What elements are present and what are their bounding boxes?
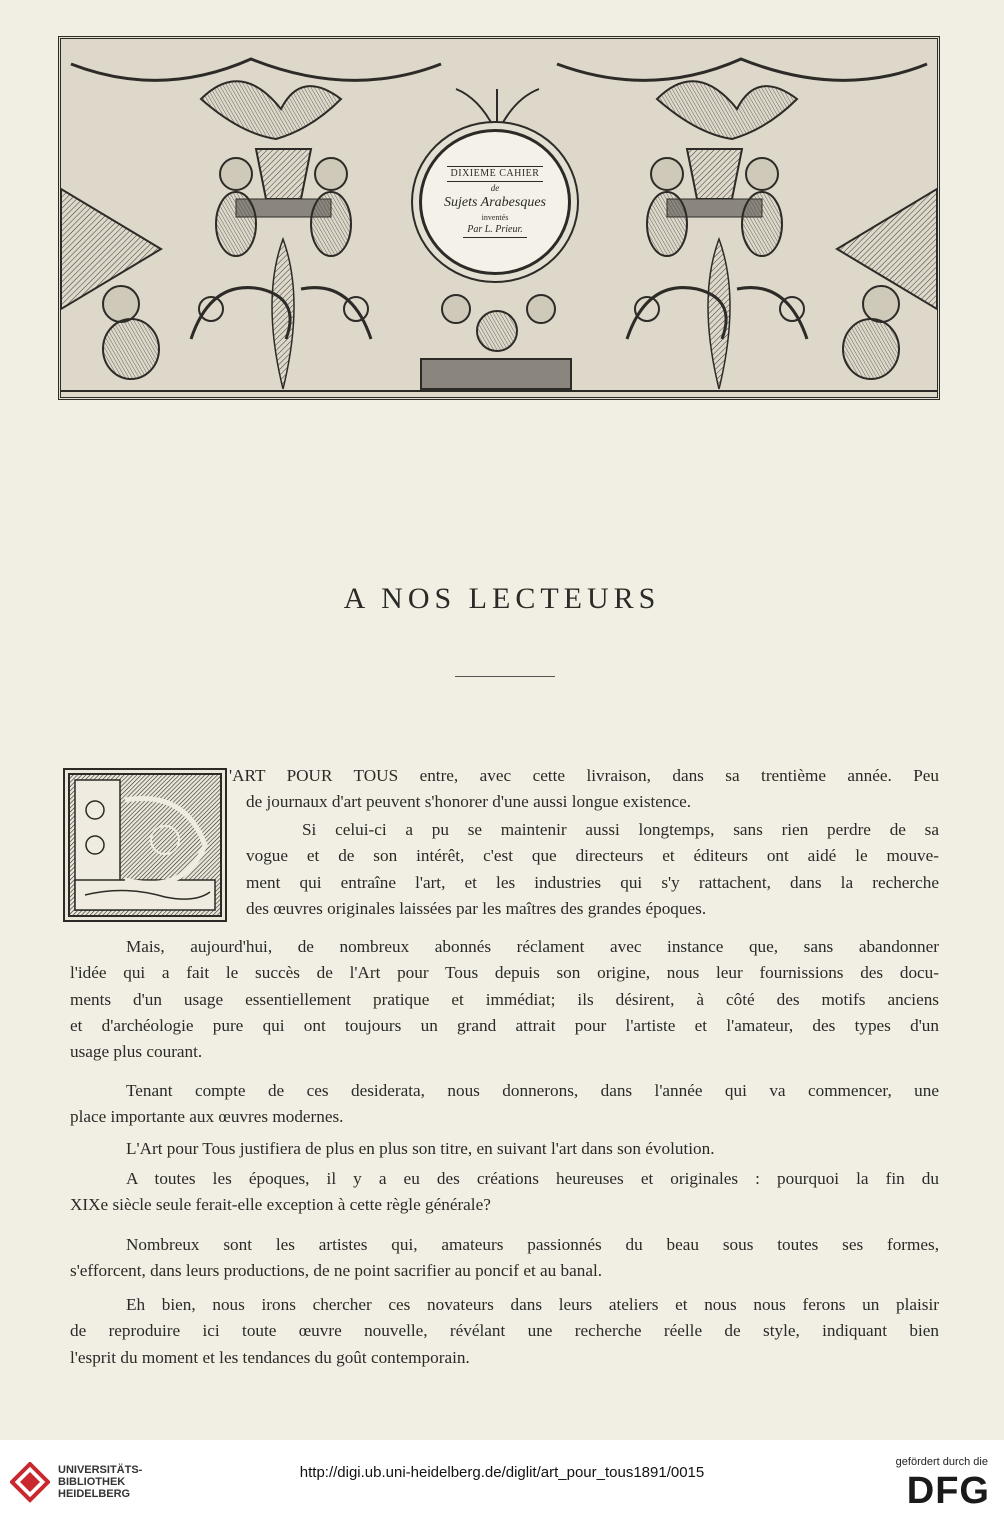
text-line: l'idée qui a fait le succès de l'Art pour Tous depuis son origine, nous leur fournissions des docu- <box>70 963 939 983</box>
sponsor-label: gefördert durch die <box>895 1456 988 1468</box>
text-line: Mais, aujourd'hui, de nombreux abonnés réclament avec instance que, sans abandonner <box>126 937 939 956</box>
title-medallion <box>419 129 571 275</box>
text-line: s'efforcent, dans leurs productions, de ne point sacrifier au poncif et au banal. <box>70 1261 603 1281</box>
drop-cap-letter-l-icon <box>65 770 225 920</box>
source-url-link[interactable]: http://digi.ub.uni-heidelberg.de/diglit/art_pour_tous1891/0015 <box>299 1464 705 1481</box>
text-line: Eh bien, nous irons chercher ces novateurs dans leurs ateliers et nous nous ferons un plaisir <box>126 1295 939 1314</box>
paragraph-8 <box>70 1292 939 1371</box>
title-divider <box>455 676 555 677</box>
text-line: et d'archéologie pure qui ont toujours un grand attrait pour l'artiste et l'amateur, des types d'un <box>70 1015 939 1035</box>
text-line: Si celui-ci a pu se maintenir aussi longtemps, sans rien perdre de sa <box>302 820 939 839</box>
library-name-line: BIBLIOTHEK <box>58 1476 126 1488</box>
paragraph-2 <box>246 817 939 922</box>
library-name-line: HEIDELBERG <box>58 1488 131 1500</box>
medallion-line-5: Par L. Prieur. <box>463 223 527 238</box>
text-line: l'esprit du moment et les tendances du goût contemporain. <box>70 1347 470 1367</box>
medallion-line-3: Sujets Arabesques <box>443 194 546 210</box>
ornamental-header-engraving <box>58 36 940 400</box>
dfg-logo[interactable]: DFG <box>906 1470 990 1512</box>
text-line: de journaux d'art peuvent s'honorer d'une aussi longue existence. <box>246 792 692 812</box>
text-line: ment qui entraîne l'art, et les industries qui s'y rattachent, dans la recherche <box>246 872 939 892</box>
medallion-line-2: de <box>490 182 500 193</box>
text-line: A toutes les époques, il y a eu des créations heureuses et originales : pourquoi la fin du <box>126 1169 939 1188</box>
paragraph-7 <box>70 1232 939 1285</box>
text-line: ments d'un usage essentiellement pratique et immédiat; ils désirent, à côté des motifs anciens <box>70 989 939 1009</box>
library-name-line: UNIVERSITÄTS- <box>58 1464 143 1476</box>
drop-cap-ornament <box>63 768 227 922</box>
paragraph-5 <box>70 1136 939 1162</box>
text-line: de reproduire ici toute œuvre nouvelle, révélant une recherche réelle de style, indiquant bien <box>70 1321 939 1341</box>
text-line: vogue et de son intérêt, c'est que directeurs et éditeurs ont aidé le mouve- <box>246 846 939 866</box>
text-line: Tenant compte de ces desiderata, nous donnerons, dans l'année qui va commencer, une <box>126 1081 939 1100</box>
text-line: usage plus courant. <box>70 1042 203 1062</box>
text-line: XIXe siècle seule ferait-elle exception à cette règle générale? <box>70 1195 491 1215</box>
paragraph-1 <box>229 763 939 816</box>
digitization-footer <box>0 1440 1004 1523</box>
medallion-line-4: inventés <box>481 212 509 222</box>
text-line: Nombreux sont les artistes qui, amateurs passionnés du beau sous toutes ses formes, <box>126 1235 939 1254</box>
paragraph-6 <box>70 1166 939 1219</box>
text-line: 'ART POUR TOUS entre, avec cette livraison, dans sa trentième année. Peu <box>229 766 939 785</box>
medallion-line-1: DIXIEME CAHIER <box>447 166 544 182</box>
text-line: des œuvres originales laissées par les maîtres des grandes époques. <box>246 898 707 918</box>
text-line: place importante aux œuvres modernes. <box>70 1107 344 1127</box>
page-title: A NOS LECTEURS <box>343 582 661 615</box>
paragraph-4 <box>70 1078 939 1131</box>
text-line: L'Art pour Tous justifiera de plus en plus son titre, en suivant l'art dans son évolution. <box>126 1139 715 1158</box>
paragraph-3 <box>70 934 939 1065</box>
